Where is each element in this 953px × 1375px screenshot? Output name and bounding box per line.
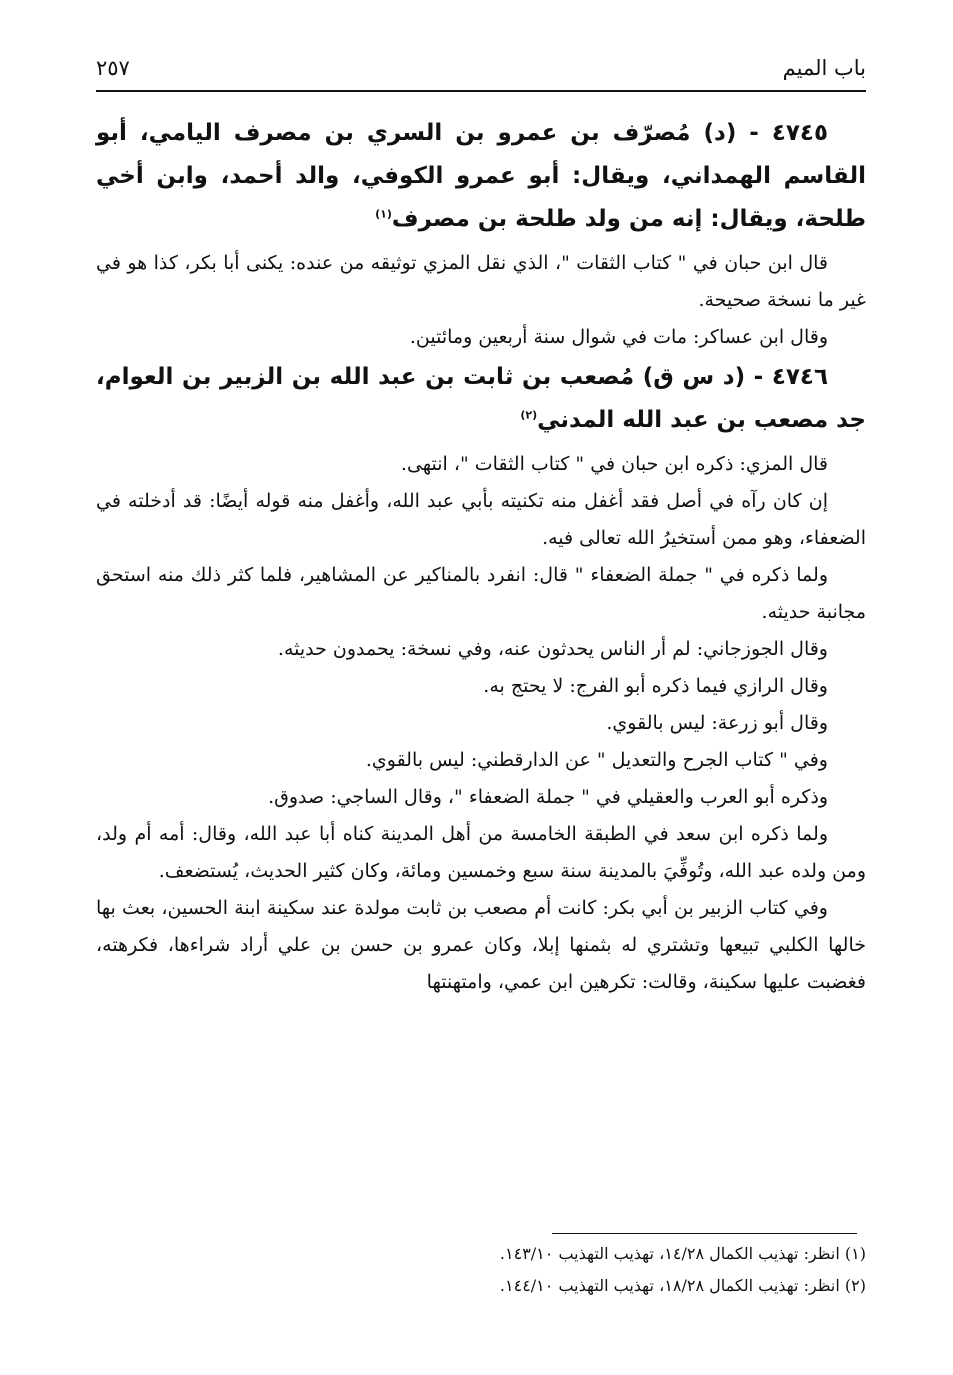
page-header (96, 52, 866, 92)
paragraph: وفي كتاب الزبير بن أبي بكر: كانت أم مصعب بن ثابت مولدة عند سكينة ابنة الحسين، بعث بها خالها الكلبي تبيعها وتشتري له بثمنها إبلا، وكان عمرو بن حسن بن علي أراد شراءها، فكرهته، فغضبت عليها سكينة، وقالت: تكرهين ابن عمي، وامتهنتها (96, 897, 866, 993)
entry-heading: ٤٧٤٥ - (د) مُصرّف بن عمرو بن السري بن مصرف اليامي، أبو القاسم الهمداني، ويقال: أبو عمرو الكوفي، والد أحمد، وابن أخي طلحة، ويقال: إنه من ولد طلحة بن مصرف$^{(١)}$ (96, 120, 866, 232)
footnote-divider (552, 1233, 857, 1234)
page-number: ٢٥٧ (96, 56, 130, 80)
footnote-ref[interactable]: (١) (375, 207, 392, 221)
paragraph: وقال الرازي فيما ذكره أبو الفرج: لا يحتج به. (483, 675, 828, 697)
entry-4745 (96, 112, 866, 356)
paragraph: ولما ذكره في " جملة الضعفاء " قال: انفرد بالمناكير عن المشاهير، فلما كثر ذلك منه استحق مجانبة حديثه. (96, 564, 866, 623)
main-text (96, 112, 866, 1001)
paragraph: وذكره أبو العرب والعقيلي في " جملة الضعفاء "، وقال الساجي: صدوق. (268, 786, 828, 808)
entry-heading: ٤٧٤٦ - (د س ق) مُصعب بن ثابت بن عبد الله بن الزبير بن العوام، جد مصعب بن عبد الله المدني$^{(٢)}$ (96, 364, 866, 433)
paragraph: وقال أبو زرعة: ليس بالقوي. (606, 712, 828, 734)
paragraph: إن كان رآه في أصل فقد أغفل منه تكنيته بأبي عبد الله، وأغفل منه قوله أيضًا: قد أدخلته في الضعفاء، وهو ممن أستخيرُ الله تعالى فيه. (96, 490, 866, 549)
paragraph: قال المزي: ذكره ابن حبان في " كتاب الثقات "، انتهى. (400, 453, 828, 475)
footnote-2: (٢) انظر: تهذيب الكمال ١٨/٢٨، تهذيب التهذيب ١٤٤/١٠. (499, 1276, 866, 1295)
footnote-1: (١) انظر: تهذيب الكمال ١٤/٢٨، تهذيب التهذيب ١٤٣/١٠. (499, 1244, 866, 1263)
entry-4746 (96, 356, 866, 1001)
footnotes (96, 1238, 866, 1302)
paragraph: وقال الجوزجاني: لم أر الناس يحدثون عنه، وفي نسخة: يحمدون حديثه. (277, 638, 828, 660)
paragraph: وقال ابن عساكر: مات في شوال سنة أربعين ومائتين. (409, 326, 828, 348)
running-head: باب الميم (782, 56, 866, 80)
footnote-ref[interactable]: (٢) (520, 408, 538, 422)
paragraph: قال ابن حبان في " كتاب الثقات "، الذي نقل المزي توثيقه من عنده: يكنى أبا بكر، كذا هو في غير ما نسخة صحيحة. (96, 252, 866, 311)
paragraph: ولما ذكره ابن سعد في الطبقة الخامسة من أهل المدينة كناه أبا عبد الله، وقال: أمه أم ولد، ومن ولده عبد الله، وتُوفِّيَ بالمدينة سنة سبع وخمسين ومائة، وكان كثير الحديث، يُستضعف. (96, 823, 866, 882)
paragraph: وفي " كتاب الجرح والتعديل " عن الدارقطني: ليس بالقوي. (365, 749, 828, 771)
